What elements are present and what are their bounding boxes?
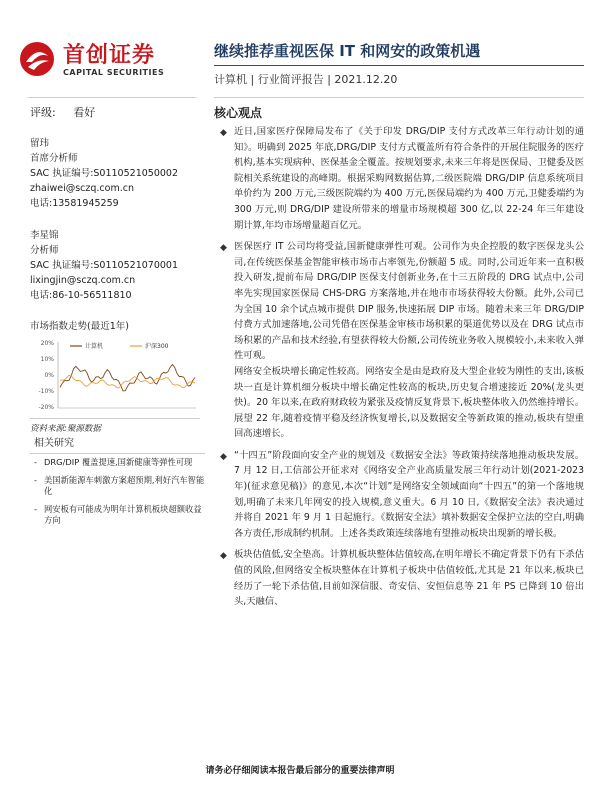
core-points <box>214 124 584 610</box>
y-tick-label: -20% <box>38 404 54 411</box>
y-tick-label: 20% <box>40 340 54 347</box>
paragraph-text: 医保医疗 IT 公司均将受益,国新健康弹性可观。公司作为央企控股的数字医保龙头公司,在传统医保基金智能审核市场市占率领先,份额超 5 成。同时,公司近年来一直积极投入研发,提前布局 DRG/DIP 医保支付创新业务,在十三五阶段的 DRG 试点中,公司率先实现国家医保局 CHS-DRG 方案落地,并在地市市场获得较大份额。此外,公司已为全国 10 余个试点城市提供 DIP 服务,快速拓展 DIP 市场。随着未来三年 DRG/DIP 付费方式加速落地,公司凭借在医保基金审核市场积累的渠道优势以及在 DRG 试点市场积累的产品和技术经验,有望获得较大份额,公司传统业务收入规模较小,未来收入弹性可观。 <box>234 241 584 362</box>
analyst-phone: 电话:86-10-56511810 <box>30 290 132 301</box>
left-divider <box>28 97 196 98</box>
paragraph-text: “十四五”阶段面向安全产业的规划及《数据安全法》等政策持续落地推动板块发展。7 月 12 日,工信部公开征求对《网络安全产业高质量发展三年行动计划(2021-2023 年)(征求意见稿)》的意见,本次“计划”是网络安全领域面向“十四五”的第一个落地规划,明确了未来几年网安的投入规模,意义重大。6 月 10 日,《数据安全法》表决通过并将自 2021 年 9 月 1 日起施行。《数据安全法》填补数据安全保护立法的空白,明确各方责任,形成制约机制。上述各类政策连续落地有望推动板块出现新的增长极。 <box>234 449 584 539</box>
research-item[interactable]: - 美国新能源车刺激方案超预期,利好汽车智能化 <box>30 472 205 501</box>
analyst-card <box>30 136 178 211</box>
core-title: 核心观点 <box>214 106 263 120</box>
analyst-sac: SAC 执证编号:S0110521070001 <box>30 260 178 271</box>
analyst-name: 留玮 <box>30 138 50 149</box>
research-list <box>30 453 205 530</box>
chart-source: 资料来源:聚源数据 <box>30 418 200 434</box>
analyst-title: 分析师 <box>30 245 59 256</box>
research-item[interactable]: - DRG/DIP 覆盖提速,国新健康等弹性可现 <box>30 454 205 472</box>
right-divider <box>214 97 584 98</box>
series-line-computer <box>60 365 195 391</box>
logo-text-cn: 首创证券 <box>63 43 156 68</box>
bullet-icon: ◆ <box>220 551 227 562</box>
related-research <box>30 434 205 530</box>
bullet-icon: ◆ <box>220 128 227 138</box>
legend-label: 计算机 <box>85 343 104 350</box>
core-paragraph <box>214 239 584 364</box>
chart-plot <box>30 336 200 414</box>
bullet-icon: ◆ <box>220 243 227 254</box>
y-tick-label: -10% <box>38 388 54 395</box>
rating-label: 评级: <box>30 106 56 119</box>
core-paragraph <box>214 448 584 542</box>
analyst-email[interactable]: zhaiwei@sczq.com.cn <box>30 183 134 194</box>
core-paragraph <box>214 547 584 609</box>
analyst-email[interactable]: lixingjin@sczq.com.cn <box>30 275 136 286</box>
analyst-phone: 电话:13581945259 <box>30 198 119 209</box>
paragraph-text: 网络安全板块增长确定性较高。网络安全是由是政府及大型企业较为刚性的支出,该板块一直是计算机细分板块中增长确定性较高的板块,历史复合增速接近 20%(龙头更快)。20 年以来,在政府财政较为紧张及疫情反复背景下,板块整体收入仍然维持增长。展望 22 年,随着疫情平稳及经济恢复增长,以及数据安全等新政策的推动,板块有望重回高速增长。 <box>234 365 584 440</box>
analyst-title: 首席分析师 <box>30 153 78 164</box>
paragraph-text: 板块估值低,安全垫高。计算机板块整体估值较高,在明年增长不确定背景下仍有下杀估值的风险,但网络安全板块整体在计算机子板块中估值较低,尤其是 21 年以来,板块已经历了一轮下杀估值,目前如深信服、奇安信、安恒信息等 21 年 PS 已降到 10 倍出头,天融信、 <box>234 549 584 608</box>
report-meta: 计算机 | 行业简评报告 | 2021.12.20 <box>214 73 398 86</box>
legal-footer: 请务必仔细阅读本报告最后部分的重要法律声明 <box>205 766 395 776</box>
report-title: 继续推荐重视医保 IT 和网安的政策机遇 <box>214 42 481 60</box>
analyst-sac: SAC 执证编号:S0110521050002 <box>30 168 178 179</box>
y-tick-label: 10% <box>40 356 54 363</box>
market-index-chart <box>30 318 200 434</box>
legend-label: 沪深300 <box>145 343 169 350</box>
y-tick-label: 0% <box>44 372 54 379</box>
core-paragraph <box>214 364 584 442</box>
core-paragraph <box>214 124 584 233</box>
paragraph-text: 近日,国家医疗保障局发布了《关于印发 DRG/DIP 支付方式改革三年行动计划的通知》。明确到 2025 年底,DRG/DIP 支付方式覆盖所有符合条件的开展住院服务的医疗机构,基本实现病种、医保基金全覆盖。按规划要求,未来三年将是医保局、卫健委及医院相关系统建设的高峰期。根据采购网数据估算,二级医院端 DRG/DIP 信息系统项目单价约为 200 万元,三级医院端约为 400 万元,医保局端约为 400 万元,卫健委端约为 300 万元,则 DRG/DIP 建设所带来的增量市场规模超 300 亿,以 22-24 年三年建设期计算,年均市场增量超百亿元。 <box>234 126 584 231</box>
bullet-icon: ◆ <box>220 451 227 462</box>
rating <box>30 104 95 120</box>
chart-title: 市场指数走势(最近1年) <box>30 321 129 332</box>
analyst-card <box>30 228 178 303</box>
research-item[interactable]: - 网安板有可能成为明年计算机板块超额收益方向 <box>30 501 205 530</box>
research-title: 相关研究 <box>34 438 74 449</box>
title-divider <box>214 65 584 66</box>
analyst-name: 李星锦 <box>30 230 59 241</box>
capital-securities-logo-icon <box>18 40 56 78</box>
logo-text-en: CAPITAL SECURITIES <box>63 68 165 77</box>
company-logo <box>18 38 208 84</box>
rating-value: 看好 <box>73 106 96 119</box>
